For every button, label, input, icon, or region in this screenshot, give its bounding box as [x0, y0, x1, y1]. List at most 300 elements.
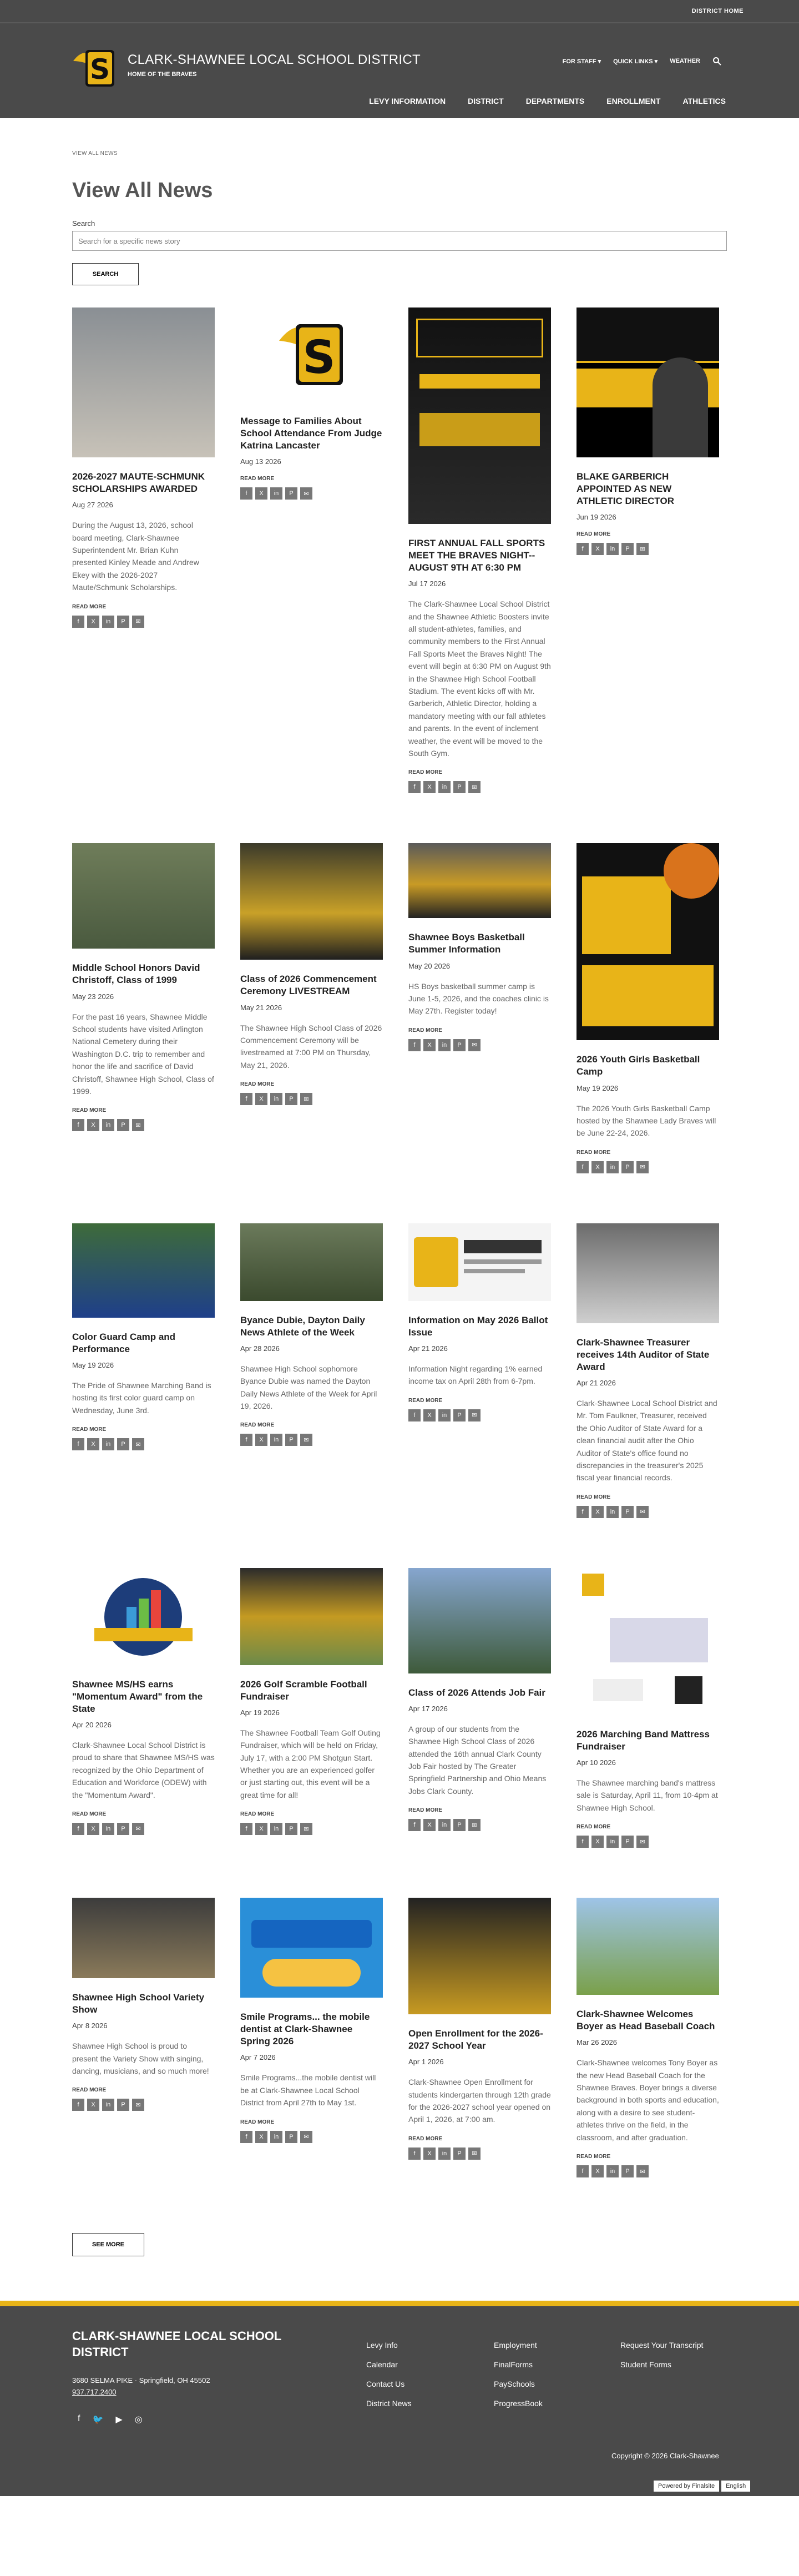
x-share-icon[interactable]: X [423, 1819, 436, 1831]
email-share-icon[interactable]: ✉ [636, 1836, 649, 1848]
news-thumbnail[interactable] [72, 843, 215, 949]
news-thumbnail[interactable] [408, 1223, 551, 1301]
linkedin-share-icon[interactable]: in [438, 1409, 451, 1421]
facebook-share-icon[interactable]: f [72, 1438, 84, 1450]
nav-athletics[interactable]: ATHLETICS [682, 97, 726, 105]
email-share-icon[interactable]: ✉ [300, 1093, 312, 1105]
pinterest-share-icon[interactable]: P [285, 2131, 297, 2143]
news-title[interactable]: Middle School Honors David Christoff, Class of 1999 [72, 962, 200, 986]
news-date: Apr 10 2026 [577, 1758, 616, 1767]
news-excerpt: Clark-Shawnee welcomes Tony Boyer as the new Head Baseball Coach for the Shawnee Braves. Boyer brings a diverse background in both sports and education, along with a desire to see student-athletes thrive on the field, in the classroom, and after graduation. [577, 2058, 719, 2142]
news-title[interactable]: Shawnee MS/HS earns "Momentum Award" from the State [72, 1678, 203, 1714]
share-buttons [240, 1093, 383, 1105]
district-home-link[interactable]: DISTRICT HOME [691, 8, 744, 14]
x-share-icon[interactable]: X [591, 1836, 604, 1848]
facebook-share-icon[interactable]: f [240, 1823, 252, 1835]
x-share-icon[interactable]: X [423, 2147, 436, 2160]
see-more-button[interactable]: SEE MORE [72, 2233, 144, 2256]
email-share-icon[interactable]: ✉ [132, 1438, 144, 1450]
read-more-link[interactable]: READ MORE [408, 1807, 443, 1814]
news-date: Apr 19 2026 [240, 1708, 280, 1717]
footer-link[interactable]: Employment [494, 2341, 537, 2350]
district-title[interactable]: CLARK-SHAWNEE LOCAL SCHOOL DISTRICT [128, 52, 421, 67]
search-icon[interactable] [712, 57, 721, 65]
read-more-link[interactable]: READ MORE [408, 1397, 443, 1404]
linkedin-share-icon[interactable]: in [606, 1161, 619, 1173]
linkedin-share-icon[interactable]: in [438, 1819, 451, 1831]
news-title[interactable]: Class of 2026 Attends Job Fair [408, 1687, 545, 1698]
read-more-link[interactable]: READ MORE [408, 769, 443, 776]
x-share-icon[interactable]: X [591, 1506, 604, 1518]
news-excerpt: The Pride of Shawnee Marching Band is hosting its first color guard camp on Wednesday, June 3rd. [72, 1380, 211, 1415]
news-excerpt: HS Boys basketball summer camp is June 1-5, 2026, and the coaches clinic is May 27th. Register today! [408, 981, 549, 1016]
news-card [577, 1568, 719, 1898]
page-title: View All News [72, 179, 213, 202]
linkedin-share-icon[interactable]: in [438, 2147, 451, 2160]
x-share-icon[interactable]: X [423, 1039, 436, 1051]
main-nav [369, 97, 726, 105]
news-title[interactable]: 2026 Marching Band Mattress Fundraiser [577, 1728, 710, 1752]
footer-link[interactable]: FinalForms [494, 2360, 533, 2370]
footer-link[interactable]: Levy Info [366, 2341, 398, 2350]
news-card [408, 843, 551, 1223]
facebook-share-icon[interactable]: f [408, 2147, 421, 2160]
share-buttons [408, 1819, 551, 1831]
news-date: Apr 1 2026 [408, 2058, 444, 2066]
news-excerpt: The Shawnee High School Class of 2026 Commencement Ceremony will be livestreamed at 7:00 PM on Thursday, May 21, 2026. [240, 1023, 382, 1070]
site-header [0, 22, 799, 118]
linkedin-share-icon[interactable]: in [606, 1506, 619, 1518]
read-more-link[interactable]: READ MORE [240, 1811, 275, 1818]
news-date: Apr 8 2026 [72, 2022, 108, 2030]
news-excerpt: During the August 13, 2026, school board meeting, Clark-Shawnee Superintendent Mr. Brian Kuhn presented Kinley Meade and Andrew Ekey with the 2026-2027 Maute/Schmunk Scholarships. [72, 521, 199, 592]
news-title[interactable]: Byance Dubie, Dayton Daily News Athlete of the Week [240, 1314, 365, 1338]
news-card [240, 1223, 383, 1568]
x-share-icon[interactable]: X [87, 1119, 99, 1131]
news-thumbnail[interactable] [577, 843, 719, 1040]
footer-address: 3680 SELMA PIKE · Springfield, OH 45502 [72, 2376, 210, 2385]
twitter-icon[interactable]: 🐦 [92, 2415, 104, 2425]
nav-enrollment[interactable]: ENROLLMENT [606, 97, 661, 105]
email-share-icon[interactable]: ✉ [636, 543, 649, 555]
poster-graphic [416, 319, 543, 357]
news-excerpt: For the past 16 years, Shawnee Middle School students have visited Arlington National Cemetery during their Washington D.C. trip to remember and honor the life and sacrifice of David Christoff, Shawnee High School, Class of 1999. [72, 1012, 214, 1096]
news-card [72, 1223, 215, 1568]
youtube-icon[interactable]: ▶ [115, 2415, 123, 2425]
linkedin-share-icon[interactable]: in [102, 1823, 114, 1835]
read-more-link[interactable]: READ MORE [408, 2135, 443, 2142]
share-buttons [408, 1409, 551, 1421]
news-title[interactable]: Clark-Shawnee Welcomes Boyer as Head Baseball Coach [577, 2009, 715, 2032]
facebook-share-icon[interactable]: f [577, 1506, 589, 1518]
email-share-icon[interactable]: ✉ [636, 1161, 649, 1173]
share-buttons [577, 1506, 719, 1518]
school-logo[interactable] [72, 44, 118, 90]
read-more-link[interactable]: READ MORE [240, 2119, 275, 2125]
email-share-icon[interactable]: ✉ [132, 1119, 144, 1131]
facebook-share-icon[interactable]: f [577, 2165, 589, 2177]
news-title[interactable]: Shawnee Boys Basketball Summer Information [408, 932, 525, 955]
news-title[interactable]: BLAKE GARBERICH APPOINTED AS NEW ATHLETIC DIRECTOR [577, 471, 674, 507]
facebook-share-icon[interactable]: f [577, 1836, 589, 1848]
email-share-icon[interactable]: ✉ [468, 2147, 481, 2160]
pinterest-share-icon[interactable]: P [285, 1434, 297, 1446]
facebook-share-icon[interactable]: f [408, 1409, 421, 1421]
read-more-link[interactable]: READ MORE [72, 1426, 107, 1433]
copyright: Copyright © 2026 Clark-Shawnee [611, 2452, 719, 2461]
news-excerpt: The Shawnee Football Team Golf Outing Fundraiser, which will be held on Friday, July 17, with a 2:00 PM Shotgun Start. Whether you are an experienced golfer or just starting out, this event will be a great time for all! [240, 1728, 381, 1799]
email-share-icon[interactable]: ✉ [132, 2099, 144, 2111]
read-more-link[interactable]: READ MORE [72, 603, 107, 610]
share-buttons [72, 1119, 215, 1131]
pinterest-share-icon[interactable]: P [117, 1823, 129, 1835]
linkedin-share-icon[interactable]: in [270, 487, 282, 500]
quick-links-menu[interactable]: QUICK LINKS ▾ [613, 58, 658, 65]
facebook-share-icon[interactable]: f [577, 543, 589, 555]
pinterest-share-icon[interactable]: P [621, 1836, 634, 1848]
news-title[interactable]: 2026-2027 MAUTE-SCHMUNK SCHOLARSHIPS AWARDED [72, 471, 205, 495]
news-date: May 23 2026 [72, 992, 114, 1001]
footer-col-2 [494, 2341, 543, 2408]
facebook-icon[interactable]: f [78, 2414, 80, 2424]
news-title[interactable]: 2026 Golf Scramble Football Fundraiser [240, 1678, 367, 1702]
pinterest-share-icon[interactable]: P [621, 1161, 634, 1173]
news-date: Apr 17 2026 [408, 1704, 448, 1713]
news-thumbnail[interactable] [72, 1898, 215, 1978]
footer-address-block [72, 2375, 210, 2398]
email-share-icon[interactable]: ✉ [636, 1506, 649, 1518]
news-title[interactable]: Information on May 2026 Ballot Issue [408, 1314, 548, 1338]
news-excerpt: The Clark-Shawnee Local School District and the Shawnee Athletic Boosters invite all student-athletes, families, and community members to the First Annual Fall Sports Meet the Braves Night! The event will begin at 6:30 PM on August 9th in the Shawnee High School Football Stadium. The event kicks off with Mr. Garberich, Athletic Director, holding a mandatory meeting with our fall athletes and parents. In the event of inclement weather, the event will be moved to the South Gym. [408, 599, 551, 758]
news-date: May 19 2026 [72, 1360, 114, 1369]
read-more-link[interactable]: READ MORE [577, 1824, 611, 1831]
news-excerpt: Clark-Shawnee Local School District and Mr. Tom Faulkner, Treasurer, received the Ohio Auditor of State Award for a clean financial audit after the Ohio Auditor of State's office found no discrepancies in the treasurer's 2025 fiscal year financial records. [577, 1399, 717, 1483]
x-share-icon[interactable]: X [87, 2099, 99, 2111]
news-thumbnail[interactable] [408, 843, 551, 918]
linkedin-share-icon[interactable]: in [606, 2165, 619, 2177]
news-excerpt: A group of our students from the Shawnee High School Class of 2026 attended the 16th annual Clark County Job Fair hosted by The Greater Springfield Partnership and Ohio Means Jobs Clark County. [408, 1724, 547, 1796]
email-share-icon[interactable]: ✉ [300, 1434, 312, 1446]
news-date: Aug 27 2026 [72, 501, 113, 510]
news-card [72, 843, 215, 1223]
x-share-icon[interactable]: X [255, 1434, 267, 1446]
news-date: May 19 2026 [577, 1083, 619, 1092]
news-date: Jun 19 2026 [577, 513, 616, 522]
x-share-icon[interactable]: X [87, 1438, 99, 1450]
pinterest-share-icon[interactable]: P [453, 2147, 466, 2160]
news-card [240, 843, 383, 1223]
email-share-icon[interactable]: ✉ [300, 2131, 312, 2143]
x-share-icon[interactable]: X [87, 616, 99, 628]
share-buttons [408, 1039, 551, 1051]
pinterest-share-icon[interactable]: P [285, 487, 297, 500]
read-more-link[interactable]: READ MORE [408, 1027, 443, 1034]
share-buttons [72, 616, 215, 628]
news-card [240, 1568, 383, 1898]
news-date: Apr 21 2026 [408, 1344, 448, 1353]
read-more-link[interactable]: READ MORE [240, 476, 275, 482]
email-share-icon[interactable]: ✉ [468, 781, 481, 793]
share-buttons [240, 1823, 383, 1835]
breadcrumb[interactable]: VIEW ALL NEWS [72, 150, 118, 157]
main-content [0, 150, 799, 2256]
news-card [577, 1898, 719, 2227]
pinterest-share-icon[interactable]: P [117, 1438, 129, 1450]
nav-levy-information[interactable]: LEVY INFORMATION [369, 97, 446, 105]
news-thumbnail[interactable] [240, 1223, 383, 1301]
news-excerpt: The 2026 Youth Girls Basketball Camp hosted by the Shawnee Lady Braves will be June 22-24, 2026. [577, 1103, 716, 1138]
news-card [72, 1898, 215, 2227]
language-selector[interactable]: English [721, 2481, 750, 2492]
pinterest-share-icon[interactable]: P [453, 781, 466, 793]
footer-col-1 [366, 2341, 412, 2408]
share-buttons [577, 1161, 719, 1173]
email-share-icon[interactable]: ✉ [300, 487, 312, 500]
pinterest-share-icon[interactable]: P [285, 1823, 297, 1835]
facebook-share-icon[interactable]: f [240, 487, 252, 500]
news-card [240, 307, 383, 843]
info-night-graphic [414, 1237, 458, 1287]
news-date: Apr 7 2026 [240, 2053, 276, 2062]
news-title[interactable]: Color Guard Camp and Performance [72, 1331, 176, 1354]
email-share-icon[interactable]: ✉ [636, 2165, 649, 2177]
read-more-link[interactable]: READ MORE [577, 1149, 611, 1156]
top-bar [0, 0, 799, 22]
news-thumbnail[interactable] [408, 1898, 551, 2014]
email-share-icon[interactable]: ✉ [132, 616, 144, 628]
news-card [240, 1898, 383, 2227]
site-footer [0, 2306, 799, 2496]
pinterest-share-icon[interactable]: P [453, 1409, 466, 1421]
footer-link[interactable]: Contact Us [366, 2380, 405, 2389]
facebook-share-icon[interactable]: f [577, 1161, 589, 1173]
svg-text:S: S [302, 331, 336, 384]
news-date: Aug 13 2026 [240, 457, 281, 466]
pinterest-share-icon[interactable]: P [117, 616, 129, 628]
news-thumbnail[interactable] [240, 307, 383, 402]
for-staff-menu[interactable]: FOR STAFF ▾ [562, 58, 601, 65]
x-share-icon[interactable]: X [87, 1823, 99, 1835]
share-buttons [408, 781, 551, 793]
news-title[interactable]: Open Enrollment for the 2026-2027 School Year [408, 2028, 543, 2051]
email-share-icon[interactable]: ✉ [132, 1823, 144, 1835]
share-buttons [240, 487, 383, 500]
footer-link[interactable]: Student Forms [620, 2360, 671, 2370]
linkedin-share-icon[interactable]: in [102, 616, 114, 628]
news-date: Apr 20 2026 [72, 1721, 112, 1730]
news-title[interactable]: Shawnee High School Variety Show [72, 1992, 205, 2015]
linkedin-share-icon[interactable]: in [270, 1093, 282, 1105]
news-date: Apr 21 2026 [577, 1379, 616, 1387]
read-more-link[interactable]: READ MORE [72, 2087, 107, 2094]
news-thumbnail[interactable] [408, 1568, 551, 1673]
facebook-share-icon[interactable]: f [240, 1434, 252, 1446]
news-excerpt: Shawnee High School is proud to present the Variety Show with singing, dancing, musicians, and so much more! [72, 2041, 209, 2076]
share-buttons [240, 2131, 383, 2143]
news-title[interactable]: 2026 Youth Girls Basketball Camp [577, 1054, 700, 1077]
news-grid [72, 307, 727, 2227]
footer-district-name: CLARK-SHAWNEE LOCAL SCHOOL DISTRICT [72, 2329, 281, 2359]
pinterest-share-icon[interactable]: P [621, 543, 634, 555]
facebook-share-icon[interactable]: f [72, 1823, 84, 1835]
brand [128, 52, 421, 78]
news-title[interactable]: Clark-Shawnee Treasurer receives 14th Auditor of State Award [577, 1337, 710, 1372]
news-date: May 20 2026 [408, 961, 451, 970]
fundraiser-flyer [582, 1574, 604, 1596]
facebook-share-icon[interactable]: f [240, 2131, 252, 2143]
x-share-icon[interactable]: X [591, 1161, 604, 1173]
news-card [408, 1223, 551, 1568]
email-share-icon[interactable]: ✉ [468, 1039, 481, 1051]
linkedin-share-icon[interactable]: in [102, 1119, 114, 1131]
facebook-share-icon[interactable]: f [408, 781, 421, 793]
search-input[interactable] [72, 231, 727, 251]
nav-departments[interactable]: DEPARTMENTS [525, 97, 585, 105]
footer-link[interactable]: District News [366, 2399, 412, 2408]
pinterest-share-icon[interactable]: P [453, 1819, 466, 1831]
footer-link[interactable]: ProgressBook [494, 2399, 543, 2408]
news-title[interactable]: FIRST ANNUAL FALL SPORTS MEET THE BRAVES NIGHT--AUGUST 9TH AT 6:30 PM [408, 538, 545, 573]
news-thumbnail[interactable] [240, 1568, 383, 1665]
pinterest-share-icon[interactable]: P [117, 2099, 129, 2111]
news-excerpt: Shawnee High School sophomore Byance Dubie was named the Dayton Daily News Athlete of the Week for April 19, 2026. [240, 1364, 377, 1411]
news-thumbnail[interactable] [408, 307, 551, 524]
read-more-link[interactable]: READ MORE [577, 531, 611, 538]
news-card [72, 307, 215, 843]
footer-link[interactable]: Calendar [366, 2360, 398, 2370]
footer-accent-bar [0, 2301, 799, 2306]
linkedin-share-icon[interactable]: in [606, 1836, 619, 1848]
share-buttons [72, 1438, 215, 1450]
read-more-link[interactable]: READ MORE [240, 1422, 275, 1429]
read-more-link[interactable]: READ MORE [240, 1081, 275, 1088]
share-buttons [72, 1823, 215, 1835]
news-excerpt: The Shawnee marching band's mattress sale is Saturday, April 11, from 10-4pm at Shawnee High School. [577, 1778, 718, 1812]
x-share-icon[interactable]: X [591, 543, 604, 555]
news-thumbnail[interactable] [577, 307, 719, 457]
linkedin-share-icon[interactable]: in [270, 1823, 282, 1835]
linkedin-share-icon[interactable]: in [438, 1039, 451, 1051]
news-excerpt: Clark-Shawnee Local School District is proud to share that Shawnee MS/HS was recognized by the Ohio Department of Education and Workforce (ODEW) with the "Momentum Award". [72, 1741, 215, 1799]
poster-graphic [577, 307, 719, 363]
news-thumbnail[interactable] [577, 1568, 719, 1715]
footer-col-3 [620, 2341, 703, 2369]
x-share-icon[interactable]: X [423, 1409, 436, 1421]
facebook-share-icon[interactable]: f [240, 1093, 252, 1105]
x-share-icon[interactable]: X [255, 1823, 267, 1835]
linkedin-share-icon[interactable]: in [270, 2131, 282, 2143]
news-card [408, 1568, 551, 1898]
news-title[interactable]: Class of 2026 Commencement Ceremony LIVESTREAM [240, 974, 377, 997]
x-share-icon[interactable]: X [255, 2131, 267, 2143]
x-share-icon[interactable]: X [255, 487, 267, 500]
read-more-link[interactable]: READ MORE [72, 1811, 107, 1817]
share-buttons [240, 1434, 383, 1446]
email-share-icon[interactable]: ✉ [468, 1409, 481, 1421]
search-label: Search [72, 219, 95, 228]
linkedin-share-icon[interactable]: in [102, 1438, 114, 1450]
news-date: Mar 26 2026 [577, 2038, 617, 2047]
school-logo-image [240, 307, 383, 402]
news-thumbnail[interactable] [72, 1568, 215, 1665]
read-more-link[interactable]: READ MORE [577, 1494, 611, 1500]
news-date: Jul 17 2026 [408, 579, 446, 588]
read-more-link[interactable]: READ MORE [72, 1107, 107, 1114]
pinterest-share-icon[interactable]: P [621, 1506, 634, 1518]
pinterest-share-icon[interactable]: P [285, 1093, 297, 1105]
news-thumbnail[interactable] [72, 1223, 215, 1318]
facebook-share-icon[interactable]: f [72, 1119, 84, 1131]
search-button[interactable]: SEARCH [72, 263, 139, 285]
x-share-icon[interactable]: X [255, 1093, 267, 1105]
news-excerpt: Clark-Shawnee Open Enrollment for students kindergarten through 12th grade for the 2026-2027 school year opened on April 1, 2026, at 7:00 am. [408, 2078, 551, 2124]
news-thumbnail[interactable] [577, 1898, 719, 1995]
news-card [408, 307, 551, 843]
footer-phone[interactable]: 937.717.2400 [72, 2387, 117, 2396]
news-excerpt: Smile Programs...the mobile dentist will be at Clark-Shawnee Local School District from April 27th to May 1st. [240, 2073, 376, 2108]
poster-graphic [582, 876, 671, 954]
news-card [577, 843, 719, 1223]
news-title[interactable]: Smile Programs... the mobile dentist at Clark-Shawnee Spring 2026 [240, 2012, 370, 2047]
share-buttons [577, 543, 719, 555]
momentum-award-badge [72, 1568, 215, 1665]
news-date: Apr 28 2026 [240, 1344, 280, 1353]
facebook-share-icon[interactable]: f [408, 1819, 421, 1831]
share-buttons [577, 2165, 719, 2177]
linkedin-share-icon[interactable]: in [438, 781, 451, 793]
footer-link[interactable]: PaySchools [494, 2380, 535, 2389]
news-thumbnail[interactable] [240, 1898, 383, 1998]
svg-text:S: S [89, 53, 110, 85]
pinterest-share-icon[interactable]: P [453, 1039, 466, 1051]
news-thumbnail[interactable] [577, 1223, 719, 1323]
nav-district[interactable]: DISTRICT [468, 97, 504, 105]
email-share-icon[interactable]: ✉ [300, 1823, 312, 1835]
pinterest-share-icon[interactable]: P [117, 1119, 129, 1131]
linkedin-share-icon[interactable]: in [606, 543, 619, 555]
share-buttons [577, 1836, 719, 1848]
linkedin-share-icon[interactable]: in [270, 1434, 282, 1446]
facebook-share-icon[interactable]: f [72, 2099, 84, 2111]
footer-link[interactable]: Request Your Transcript [620, 2341, 704, 2350]
facebook-share-icon[interactable]: f [408, 1039, 421, 1051]
powered-by-badge[interactable]: Powered by Finalsite [654, 2481, 719, 2492]
facebook-share-icon[interactable]: f [72, 616, 84, 628]
email-share-icon[interactable]: ✉ [468, 1819, 481, 1831]
x-share-icon[interactable]: X [591, 2165, 604, 2177]
share-buttons [72, 2099, 215, 2111]
utility-nav [563, 57, 721, 65]
social-links [78, 2414, 143, 2425]
news-card [577, 307, 719, 843]
news-date: May 21 2026 [240, 1003, 282, 1012]
smile-programs-graphic [251, 1920, 372, 1948]
linkedin-share-icon[interactable]: in [102, 2099, 114, 2111]
news-card [72, 1568, 215, 1898]
x-share-icon[interactable]: X [423, 781, 436, 793]
news-card [408, 1898, 551, 2227]
weather-link[interactable]: WEATHER [670, 58, 700, 64]
share-buttons [408, 2147, 551, 2160]
news-excerpt: Information Night regarding 1% earned income tax on April 28th from 6-7pm. [408, 1364, 543, 1386]
pinterest-share-icon[interactable]: P [621, 2165, 634, 2177]
district-tagline: HOME OF THE BRAVES [128, 71, 197, 78]
news-title[interactable]: Message to Families About School Attendance From Judge Katrina Lancaster [240, 416, 382, 451]
instagram-icon[interactable]: ◎ [134, 2415, 143, 2425]
news-thumbnail[interactable] [72, 307, 215, 457]
read-more-link[interactable]: READ MORE [577, 2154, 611, 2160]
news-thumbnail[interactable] [240, 843, 383, 960]
